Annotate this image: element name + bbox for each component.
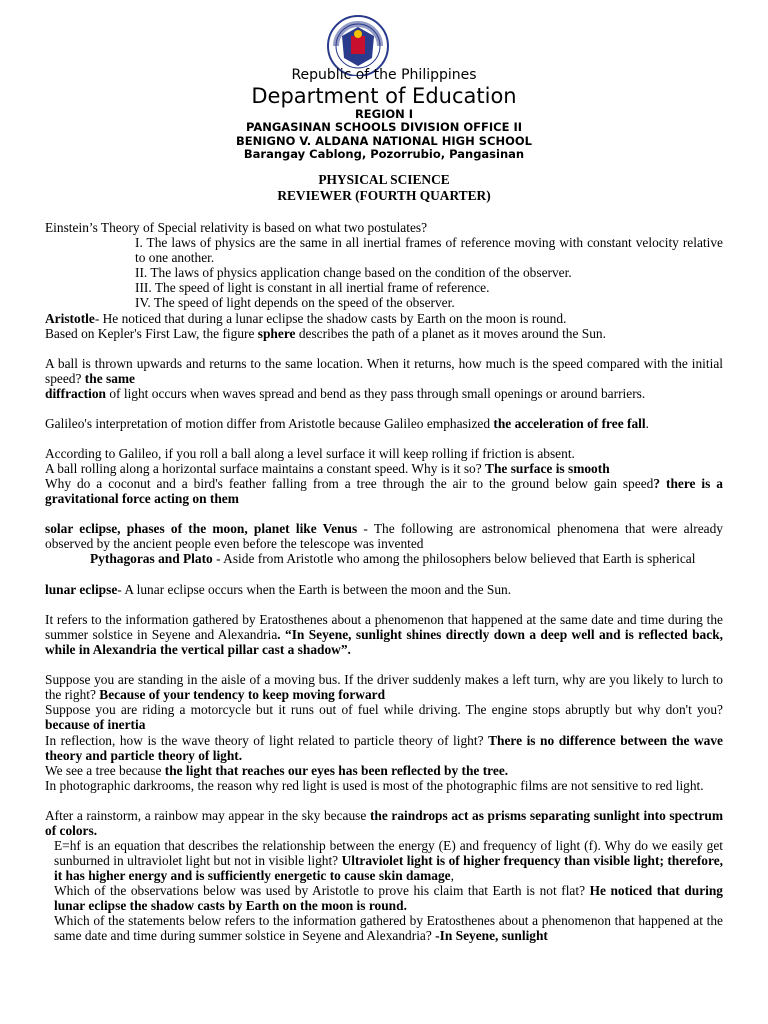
item-galileo: Galileo's interpretation of motion differ from Aristotle because Galileo emphasized the acceleration of free fall. [45,416,649,431]
item-roll: According to Galileo, if you roll a ball along a level surface it will keep rolling if friction is absent. [45,446,575,461]
subject-title: PHYSICAL SCIENCE [318,172,450,187]
item-ball-thrown: A ball is thrown upwards and returns to the same location. When it returns, how much is the speed compared with the initial speed? the same [45,356,723,386]
department-name: Department of Education [251,84,517,108]
item-tree: We see a tree because the light that reaches our eyes has been reflected by the tree. [45,763,509,778]
item-coconut: Why do a coconut and a bird's feather falling from a tree through the air to the ground below gain speed? there is a gravitational force acting on them [45,476,723,506]
item-diffraction: diffraction of light occurs when waves spread and bend as they pass through small openings or around barriers. [45,386,646,401]
item-pythagoras: Pythagoras and Plato - Aside from Aristotle who among the philosophers below believed that Earth is spherical [90,551,696,566]
item-ehf: E=hf is an equation that describes the relationship between the energy (E) and frequency of light (f). Why do we easily get sunburned in ultraviolet light but not in visible light? Ultraviolet light is of higher frequency than visible light; therefore, it has higher energy and is sufficiently energetic to cause skin damage, [54,838,723,883]
postulate-iii: III. The speed of light is constant in all inertial frame of reference. [135,280,490,295]
region-line: REGION I [354,107,414,121]
item-lunar-eclipse: lunar eclipse- A lunar eclipse occurs when the Earth is between the moon and the Sun. [45,582,512,597]
question-postulates: Einstein’s Theory of Special relativity is based on what two postulates? [45,220,428,235]
item-motorcycle: Suppose you are riding a motorcycle but it runs out of fuel while driving. The engine stops abruptly but why don't you? because of inertia [45,702,723,732]
postulate-iv: IV. The speed of light depends on the speed of the observer. [135,295,455,310]
item-bus: Suppose you are standing in the aisle of a moving bus. If the driver suddenly makes a left turn, why are you likely to lurch to the right? Because of your tendency to keep moving forward [45,672,723,702]
school-address: Barangay Cablong, Pozorrubio, Pangasinan [243,147,525,161]
item-eratosthenes: It refers to the information gathered by Eratosthenes about a phenomenon that happened at the same date and time during the summer solstice in Seyene and Alexandria. “In Seyene, sunlight shines directly down a deep well and is reflected back, while in Alexandria the vertical pillar cast a shadow”. [45,612,723,657]
item-solar-eclipse: solar eclipse, phases of the moon, planet like Venus - The following are astronomical phenomena that were already observed by the ancient people even before the telescope was invented [45,521,723,551]
school-name: BENIGNO V. ALDANA NATIONAL HIGH SCHOOL [236,134,532,148]
item-eratosthenes-2: Which of the statements below refers to the information gathered by Eratosthenes about a phenomenon that happened at the same date and time during summer solstice in Seyene and Alexandria? -In Seyene, sunlight [54,913,723,943]
division-line: PANGASINAN SCHOOLS DIVISION OFFICE II [245,120,523,134]
reviewer-title: REVIEWER (FOURTH QUARTER) [277,188,491,203]
postulate-ii: II. The laws of physics application change based on the condition of the observer. [135,265,572,280]
item-rainbow: After a rainstorm, a rainbow may appear in the sky because the raindrops act as prisms separating sunlight into spectrum of colors. [45,808,723,838]
postulate-i: I. The laws of physics are the same in all inertial frames of reference moving with constant velocity relative to one another. [135,235,723,265]
item-rolling: A ball rolling along a horizontal surface maintains a constant speed. Why is it so? The surface is smooth [45,461,610,476]
item-kepler: Based on Kepler's First Law, the figure sphere describes the path of a planet as it moves around the Sun. [45,326,606,341]
item-reflection: In reflection, how is the wave theory of light related to particle theory of light? There is no difference between the wave theory and particle theory of light. [45,733,723,763]
item-aristotle: Aristotle- He noticed that during a lunar eclipse the shadow casts by Earth on the moon is round. [45,311,567,326]
item-flat-earth: Which of the observations below was used by Aristotle to prove his claim that Earth is not flat? He noticed that during lunar eclipse the shadow casts by Earth on the moon is round. [54,883,724,913]
republic-line: Republic of the Philippines [291,67,477,83]
item-darkroom: In photographic darkrooms, the reason why red light is used is most of the photographic films are not sensitive to red light. [45,778,704,793]
